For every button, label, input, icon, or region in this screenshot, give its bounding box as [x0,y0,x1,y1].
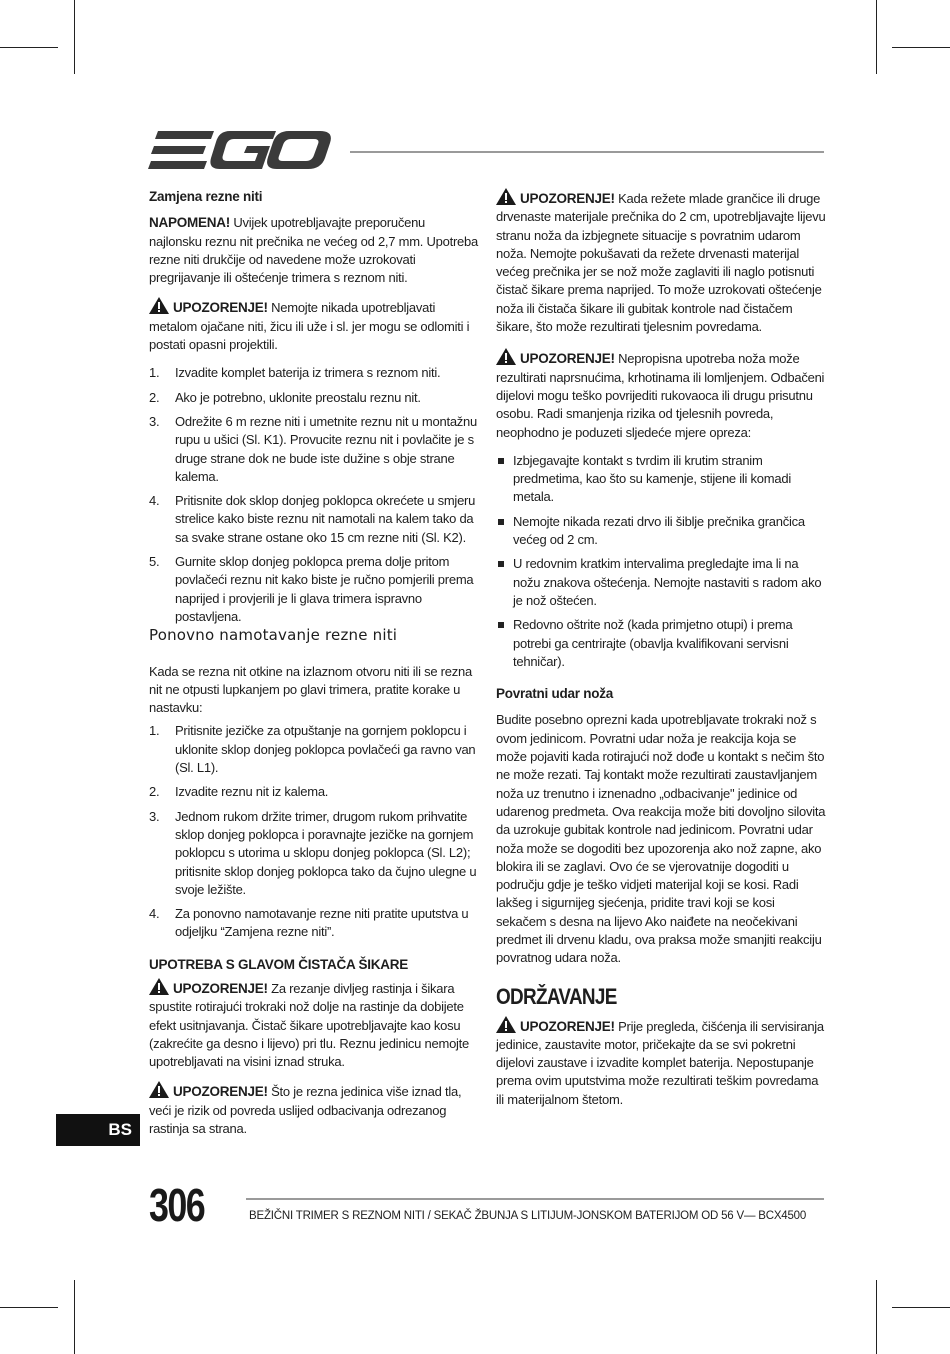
step-number: 5. [149,554,160,570]
warning-paragraph [496,188,826,336]
warning-label: UPOZORENJE! [520,1018,615,1034]
warning-paragraph [149,297,479,354]
bullet-square-icon [498,458,504,464]
step-number: 2. [149,784,160,800]
warning-text: Što je rezna jedinica više iznad tla, veći je rizik od povreda uslijed odbacivanja odrezanog rastinja sa strana. [149,1084,462,1137]
step-text: Izvadite komplet baterija iz trimera s reznom niti. [175,365,441,381]
crop-mark [0,1307,58,1308]
brush-section-title: UPOTREBA S GLAVOM ČISTAČA ŠIKARE [149,956,409,972]
list-item [149,722,479,777]
list-item [149,808,479,899]
warning-label: UPOZORENJE! [173,1084,268,1100]
list-item [149,553,479,626]
step-text: Odrežite 6 m rezne niti i umetnite reznu nit u montažnu rupu u ušici (Sl. K1). Provucite reznu nit i povlačite je s druge strane dok ne bude iste dužine s obje strane kalema. [175,413,478,484]
bullet-square-icon [498,622,504,628]
warning-paragraph [496,1016,826,1109]
warning-icon [496,1016,516,1033]
kickback-title: Povratni udar noža [496,686,614,702]
replace-steps-list [149,364,479,626]
crop-mark [0,47,58,48]
step-text: Pritisnite dok sklop donjeg poklopca okrećete u smjeru strelice kako biste reznu nit namotali na kalem tako da sa svake strane ostane oko 15 cm rezne niti (Sl. K2). [175,493,476,545]
step-number: 4. [149,493,160,509]
warning-label: UPOZORENJE! [520,351,615,367]
kickback-text: Budite posebno oprezni kada upotrebljavate trokraki nož s ovom jedinicom. Povratni udar noža je reakcija koja se može pojaviti kada rotirajući nož dođe u kontakt s nečim što ne može rezati. Taj kontakt može rezultirati zaustavljanjem noža uz trenutno i iznenadno „odbacivanje" jedinice od udarenog predmeta. Ova reakcija može biti dovoljno silovita da uzrokuje gubitak kontrole nad jedinicom. Povratni udar noža može se dogoditi bez upozorenja ako nož zapne, ako blokira ili se zaglavi. Ovo će se vjerovatnije dogoditi u području gdje je teško vidjeti materijal koji se kosi. Radi lakšeg i sigurnijeg sjećenja, pridite travi koji se kosi sekačem s desna na lijevo Ako naiđete na neočekivani predmet ili drvenu kladu, ova praksa može smanjiti reakciju povratnog udara noža. [496,712,826,966]
footer-rule [246,1198,824,1200]
crop-mark [74,0,75,74]
note-paragraph [149,214,479,287]
precautions-list [496,452,826,671]
warning-icon [496,348,516,365]
list-item [149,413,479,486]
warning-paragraph [149,978,479,1071]
step-number: 4. [149,906,160,922]
maintenance-title: ODRŽAVANJE [496,983,617,1009]
list-item [149,492,479,547]
step-text: Za ponovno namotavanje rezne niti pratite uputstva u odjeljku “Zamjena rezne niti”. [175,906,469,940]
step-number: 3. [149,808,160,824]
list-item [496,513,826,550]
step-text: Izvadite reznu nit iz kalema. [175,784,329,800]
list-item [149,905,479,942]
warning-text: Nepropisna upotreba noža može rezultirati naprsnućima, krhotinama ili lomljenjem. Odbačeni dijelovi mogu teško povrijediti rukovaoca ili drugu prisutnu osobu. Radi smanjenja rizika od tjelesnih povreda, neophodno je poduzeti sljedeće mjere opreza: [496,351,825,440]
bullet-square-icon [498,561,504,567]
list-item [496,452,826,507]
list-item [496,616,826,671]
crop-mark [876,0,877,74]
bullet-text: Redovno oštrite nož (kada primjetno otupi) i prema potrebi ga centrirajte (obavlja kvalifikovani servisni tehničar). [513,617,793,669]
warning-icon [149,978,169,995]
left-column [149,188,479,1148]
rewind-title: Ponovno namotavanje rezne niti [149,626,398,645]
page-number: 306 [149,1179,205,1231]
warning-paragraph [496,348,826,441]
crop-mark [876,1280,877,1354]
rewind-intro: Kada se rezna nit otkine na izlaznom otvoru niti ili se rezna nit ne otpusti lupkanjem po glavi trimera, pratite korake u nastavku: [149,663,472,716]
crop-mark [892,1307,950,1308]
list-item [149,364,479,382]
warning-text: Prije pregleda, čišćenja ili servisiranja jedinice, zaustavite motor, pričekajte da se svi pokretni dijelovi zaustave i izvadite komplet baterija. Nepostupanje prema ovim uputstvima može rezultirati teškim povredama ili materijalnom štetom. [496,1018,824,1107]
step-number: 2. [149,389,160,405]
list-item [149,783,479,801]
footer-text: BEŽIČNI TRIMER S REZNOM NITI / SEKAČ ŽBUNJA S LITIJUM-JONSKOM BATERIJOM OD 56 V— BCX4500 [249,1210,807,1222]
bullet-text: Nemojte nikada rezati drvo ili šiblje prečnika grančica većeg od 2 cm. [513,513,805,548]
bullet-text: Izbjegavajte kontakt s tvrdim ili krutim stranim predmetima, kao što su kamenje, stijene ili komadi metala. [513,452,791,505]
step-number: 1. [149,365,160,381]
warning-label: UPOZORENJE! [173,300,268,316]
step-text: Jednom rukom držite trimer, drugom rukom prihvatite sklop donjeg poklopca i poravnajte jezičke na gornjem poklopcu s utorima u sklopu donjeg poklopca (Sl. L2); pritisnite sklop donjeg poklopca tako da čujno ulegne u svoje ležište. [175,808,477,897]
warning-paragraph [149,1081,479,1138]
warning-icon [149,1081,169,1098]
step-number: 3. [149,413,160,429]
step-text: Pritisnite jezičke za otpuštanje na gornjem poklopcu i uklonite sklop donjeg poklopca povlačeći ga ravno van (Sl. L1). [175,723,476,776]
warning-text: Kada režete mlade grančice ili druge drvenaste materijale prečnika do 2 cm, upotrebljavajte lijevu stranu noža da izbjegnete situacije s povratnim udarom noža. Nemojte pokušavati da režete drvenasti materijal većeg prečnika jer se nož može zaglaviti ili naglo potisnuti čistač šikare prema naprijed. To može uzrokovati oštećenje noža ili čistača šikare ili gubitak kontrole nad čistačem šikare, što može rezultirati tjelesnim povredama. [496,191,826,335]
header-rule [350,151,824,153]
section-title: Zamjena rezne niti [149,189,263,204]
warning-icon [496,188,516,205]
warning-text: Za rezanje divljeg rastinja i šikara spustite rotirajući trokraki nož dolje na rastinje da dobijete efekt usitnjavanja. Čistač šikare upotrebljavajte kao kosu (zakrećite ga desno i lijevo) pri tlu. Reznu jedinicu nemojte upotrebljavati na visini iznad struka. [149,980,470,1070]
list-item [149,389,479,407]
warning-label: UPOZORENJE! [520,191,615,206]
step-text: Ako je potrebno, uklonite preostalu reznu nit. [175,389,421,405]
ego-logo [148,128,332,174]
right-column [496,188,826,1119]
warning-label: UPOZORENJE! [173,980,268,996]
note-label: NAPOMENA! [149,215,230,231]
crop-mark [74,1280,75,1354]
step-number: 1. [149,723,160,739]
warning-text: Nemojte nikada upotrebljavati metalom ojačane niti, žicu ili uže i sl. jer mogu se odlomiti i postati opasni projektili. [149,300,470,353]
language-tab: BS [56,1114,140,1146]
list-item [496,555,826,610]
warning-icon [149,297,169,314]
rewind-steps-list [149,722,479,941]
crop-mark [892,47,950,48]
note-text: Uvijek upotrebljavajte preporučenu najlonsku reznu nit prečnika ne većeg od 2,7 mm. Upotreba rezne niti drukčije od navedene može uzrokovati pregrijavanje ili oštećenje trimera s reznom niti. [149,215,478,286]
bullet-square-icon [498,519,504,525]
bullet-text: U redovnim kratkim intervalima pregledajte ima li na nožu znakova oštećenja. Nemojte nastaviti s radom ako je nož oštećen. [513,556,822,608]
step-text: Gurnite sklop donjeg poklopca prema dolje pritom povlačeći reznu nit kako biste je ručno pomjerili prema naprijed i provjerili je li glava trimera ispravno postavljena. [175,554,474,624]
